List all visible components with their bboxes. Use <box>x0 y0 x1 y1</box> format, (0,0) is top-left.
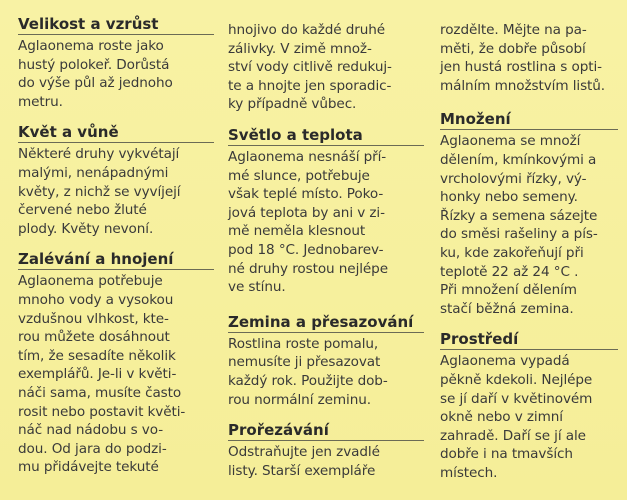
text-prorezavani-cont: rozdělte. Mějte na pa- měti, že dobře působí jen hustá rostlina s opti- málním množstvím listů. <box>440 22 606 94</box>
section-velikost <box>18 15 214 111</box>
text-prorezavani: Odstraňujte jen zvadlé listy. Starší exempláře <box>228 444 380 479</box>
section-mnozeni <box>440 110 618 318</box>
column-2 <box>228 21 424 480</box>
column-1 <box>18 15 214 477</box>
section-prorezavani <box>228 421 424 480</box>
section-svetlo <box>228 126 424 297</box>
section-prostredi <box>440 330 618 482</box>
heading-kvet: Květ a vůně <box>18 123 214 143</box>
text-prostredi: Aglaonema vypadá pěkně kdekoli. Nejlépe se jí daří v květinovém okně nebo v zimní zahradě. Daří se jí ale dobře i na tmavších místech. <box>440 353 593 481</box>
heading-prorezavani: Prořezávání <box>228 421 424 441</box>
column-3 <box>440 21 618 482</box>
heading-zalevani: Zalévání a hnojení <box>18 250 214 270</box>
section-zalevani <box>18 250 214 477</box>
text-kvet: Některé druhy vykvétají malými, nenápadnými květy, z nichž se vyvíjejí červené nebo žluté plody. Květy nevoní. <box>18 146 181 237</box>
heading-svetlo: Světlo a teplota <box>228 126 424 146</box>
text-zalevani: Aglaonema potřebuje mnoho vody a vysokou vzdušnou vlhkost, kte- rou můžete dosáhnout tím, že sesadíte několik exemplářů. Je-li v květi- náči sama, musíte často rosit nebo postavit květi- náč nad nádobu s vo- dou. Od jara do podzi- mu přidávejte tekuté <box>18 273 186 476</box>
section-kvet <box>18 123 214 238</box>
heading-velikost: Velikost a vzrůst <box>18 15 214 35</box>
text-zalevani-cont: hnojivo do každé druhé zálivky. V zimě množ- ství vody citlivě redukuj- te a hnojte jen sporadic- ky případně vůbec. <box>228 22 392 113</box>
text-mnozeni: Aglaonema se množí dělením, kmínkovými a vrcholovými řízky, vý- honky nebo semeny. Řízky a semena sázejte do směsi rašeliny a pís- ku, kde zakořeňují při teplotě 22 až 24 °C . Při množení dělením stačí běžná zemina. <box>440 133 598 317</box>
heading-zemina: Zemina a přesazování <box>228 313 424 333</box>
heading-prostredi: Prostředí <box>440 330 618 350</box>
text-zemina: Rostlina roste pomalu, nemusíte ji přesazovat každý rok. Použijte dob- rou normální zeminu. <box>228 335 388 408</box>
text-svetlo: Aglaonema nesnáší pří- mé slunce, potřebuje však teplé místo. Poko- jová teplota by ani v zi- mě neměla klesnout pod 18 °C. Jednobarev- né druhy rostou nejlépe ve stínu. <box>228 148 388 296</box>
section-zemina <box>228 313 424 409</box>
text-velikost: Aglaonema roste jako hustý polokeř. Dorůstá do výše půl až jednoho metru. <box>18 38 173 110</box>
heading-mnozeni: Množení <box>440 110 618 130</box>
